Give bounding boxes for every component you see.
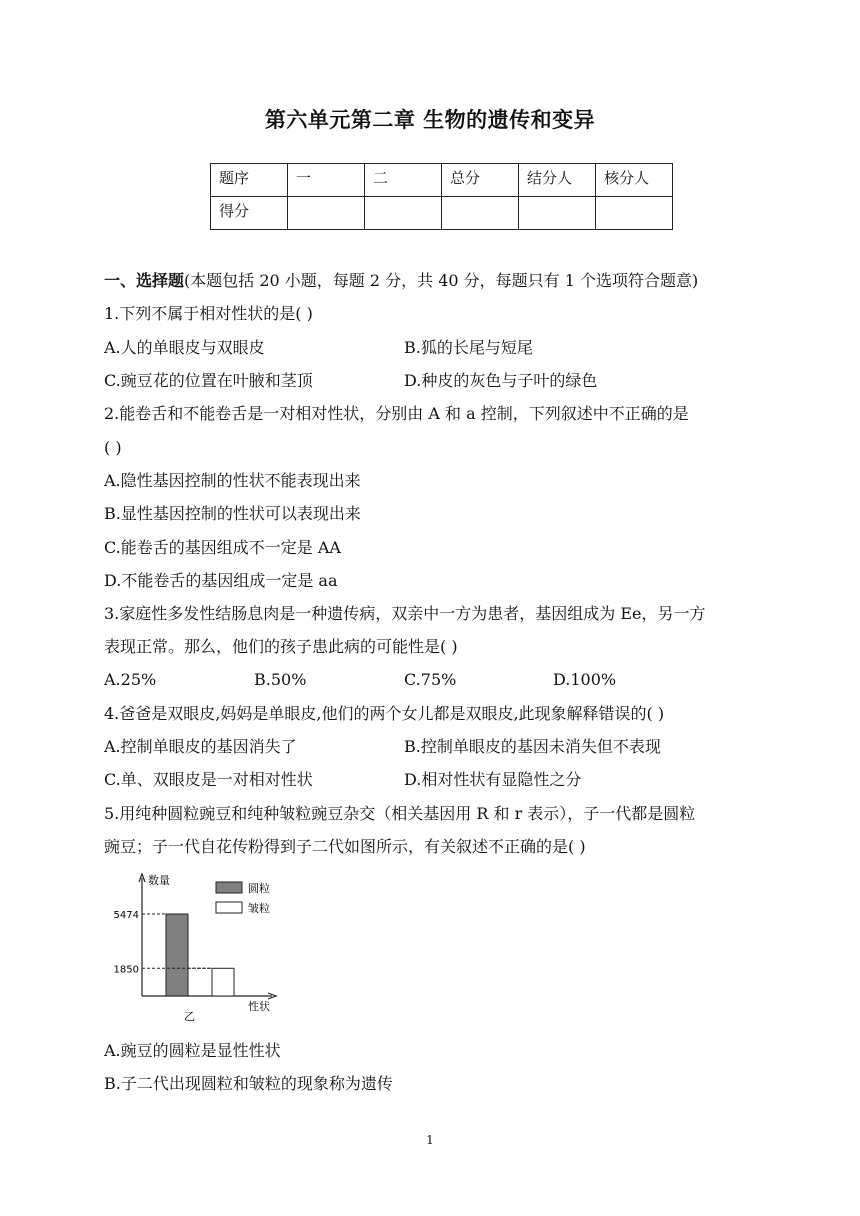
table-cell: 核分人: [596, 164, 673, 197]
table-cell: 题序: [211, 164, 288, 197]
section-note: (本题包括 20 小题，每题 2 分，共 40 分，每题只有 1 个选项符合题意): [184, 271, 699, 290]
table-cell: [442, 197, 519, 230]
question-3-stem-cont: 表现正常。那么，他们的孩子患此病的可能性是( ): [104, 637, 458, 656]
page-number: 1: [426, 1133, 434, 1147]
question-3-option-c: C.75%: [404, 670, 457, 689]
question-5-option-a: A.豌豆的圆粒是显性性状: [104, 1041, 281, 1060]
bar-1: [166, 914, 188, 996]
score-table-header-row: [211, 164, 673, 197]
bar-2: [212, 968, 234, 996]
question-2-option-b: B.显性基因控制的性状可以表现出来: [104, 504, 361, 523]
question-5-stem-cont: 豌豆；子一代自花传粉得到子二代如图所示，有关叙述不正确的是( ): [104, 837, 586, 856]
y-axis-label: 数量: [148, 874, 170, 887]
question-4-option-c: C.单、双眼皮是一对相对性状: [104, 770, 313, 789]
question-5-stem: 5.用纯种圆粒豌豆和纯种皱粒豌豆杂交（相关基因用 R 和 r 表示），子一代都是圆粒: [104, 804, 696, 823]
question-3-option-b: B.50%: [254, 670, 307, 689]
question-1-option-a: A.人的单眼皮与双眼皮: [104, 338, 265, 357]
question-1-option-b: B.狐的长尾与短尾: [404, 338, 533, 357]
table-cell: 二: [365, 164, 442, 197]
question-2-option-d: D.不能卷舌的基因组成一定是 aa: [104, 571, 338, 590]
legend-swatch: [216, 902, 242, 913]
score-table-score-row: [211, 197, 673, 230]
section-title: 一、选择题: [104, 271, 185, 290]
question-2-stem: 2.能卷舌和不能卷舌是一对相对性状，分别由 A 和 a 控制，下列叙述中不正确的是: [104, 404, 689, 423]
question-3-stem: 3.家庭性多发性结肠息肉是一种遗传病，双亲中一方为患者，基因组成为 Ee，另一方: [104, 604, 706, 623]
question-3-option-a: A.25%: [104, 670, 157, 689]
question-4-option-d: D.相对性状有显隐性之分: [404, 770, 582, 789]
table-cell: 一: [288, 164, 365, 197]
question-4-option-a: A.控制单眼皮的基因消失了: [104, 737, 297, 756]
table-cell: [365, 197, 442, 230]
x-axis-label: 性状: [248, 1000, 270, 1013]
question-4-stem: 4.爸爸是双眼皮,妈妈是单眼皮,他们的两个女儿都是双眼皮,此现象解释错误的( ): [104, 704, 665, 723]
y-tick-label: 1850: [113, 964, 139, 976]
table-cell: 结分人: [519, 164, 596, 197]
question-5-option-b: B.子二代出现圆粒和皱粒的现象称为遗传: [104, 1074, 393, 1093]
legend-label: 皱粒: [248, 902, 270, 915]
question-2-stem-cont: ( ): [104, 438, 122, 457]
page-title: 第六单元第二章 生物的遗传和变异: [264, 108, 596, 132]
legend-label: 圆粒: [248, 882, 270, 895]
question-1-option-c: C.豌豆花的位置在叶腋和茎顶: [104, 371, 313, 390]
question-2-option-a: A.隐性基因控制的性状不能表现出来: [104, 471, 361, 490]
table-cell: 总分: [442, 164, 519, 197]
table-cell: [288, 197, 365, 230]
chart-caption: 乙: [184, 1010, 195, 1023]
score-table: [210, 163, 673, 230]
legend-swatch: [216, 882, 242, 893]
table-cell: [596, 197, 673, 230]
table-cell: [519, 197, 596, 230]
question-3-option-d: D.100%: [553, 670, 617, 689]
table-cell: 得分: [211, 197, 288, 230]
question-1-option-d: D.种皮的灰色与子叶的绿色: [404, 371, 598, 390]
question-2-option-c: C.能卷舌的基因组成不一定是 AA: [104, 538, 341, 557]
bar-chart: [100, 866, 300, 1026]
section-heading: [104, 270, 698, 292]
question-4-option-b: B.控制单眼皮的基因未消失但不表现: [404, 737, 661, 756]
y-tick-label: 5474: [113, 910, 139, 921]
question-1-stem: 1.下列不属于相对性状的是( ): [104, 304, 313, 323]
